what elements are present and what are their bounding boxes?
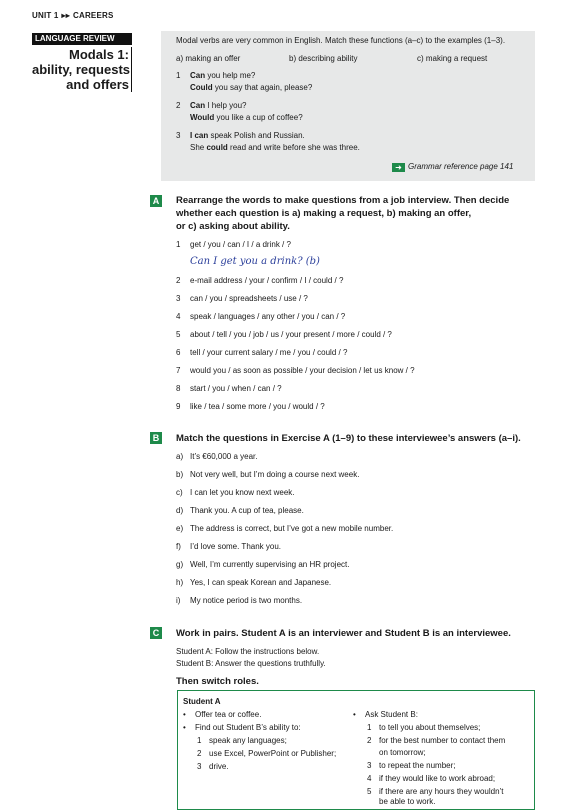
list-item: d) Thank you. A cup of tea, please. [176, 506, 304, 515]
section-c-heading: Work in pairs. Student A is an interviewer and Student B is an interviewee. [176, 628, 511, 639]
section-c-label: C [150, 627, 162, 639]
list-item: 1 speak any languages; [197, 736, 287, 745]
unit-label: UNIT 1 [32, 11, 59, 20]
example-line: She could read and write before she was three. [190, 143, 360, 152]
list-item: 8 start / you / when / can / ? [176, 384, 282, 393]
list-item: c) I can let you know next week. [176, 488, 295, 497]
example-line: I can speak Polish and Russian. [190, 131, 305, 140]
section-a-heading [176, 194, 509, 233]
list-item: 4 speak / languages / any other / you / can / ? [176, 312, 346, 321]
bullet-icon: • [353, 710, 356, 719]
list-item: 5 if there are any hours they wouldn’t [367, 787, 504, 796]
title-line: and offers [66, 77, 129, 92]
list-item: 7 would you / as soon as possible / your decision / let us know / ? [176, 366, 415, 375]
list-item: 9 like / tea / some more / you / would / ? [176, 402, 325, 411]
list-item: h) Yes, I can speak Korean and Japanese. [176, 578, 332, 587]
list-item: 2 use Excel, PowerPoint or Publisher; [197, 749, 337, 758]
handwritten-answer: Can I get you a drink? (b) [190, 256, 320, 267]
section-b-heading: Match the questions in Exercise A (1–9) to these interviewee’s answers (a–i). [176, 433, 521, 444]
example-number: 2 [176, 101, 181, 110]
instruction-student-b: Student B: Answer the questions truthfully. [176, 659, 326, 668]
heading-line: or c) asking about ability. [176, 221, 290, 232]
list-item: 3 to repeat the number; [367, 761, 456, 770]
list-item: g) Well, I’m currently supervising an HR project. [176, 560, 350, 569]
instruction-student-a: Student A: Follow the instructions below. [176, 647, 320, 656]
example-line: Can you help me? [190, 71, 256, 80]
function-c: c) making a request [417, 54, 488, 63]
sidebar-title [32, 47, 132, 92]
unit-header [32, 11, 114, 20]
example-line: Would you like a cup of coffee? [190, 113, 303, 122]
list-item: e) The address is correct, but I’ve got a new mobile number. [176, 524, 394, 533]
list-item-continuation: be able to work. [379, 797, 436, 806]
double-arrow-icon: ▸▸ [61, 11, 70, 20]
list-item: b) Not very well, but I’m doing a course next week. [176, 470, 360, 479]
list-item: i) My notice period is two months. [176, 596, 303, 605]
list-item: 1 to tell you about themselves; [367, 723, 481, 732]
example-number: 1 [176, 71, 181, 80]
example-line: Could you say that again, please? [190, 83, 313, 92]
switch-roles: Then switch roles. [176, 676, 259, 687]
section-b-label: B [150, 432, 162, 444]
example-number: 3 [176, 131, 181, 140]
function-b: b) describing ability [289, 54, 358, 63]
student-a-title: Student A [183, 697, 221, 706]
arrow-right-icon: ➜ [392, 163, 405, 172]
list-item: a) It’s €60,000 a year. [176, 452, 258, 461]
list-item: • Offer tea or coffee. [183, 710, 262, 719]
list-item: 6 tell / your current salary / me / you / could / ? [176, 348, 348, 357]
language-review-tag: LANGUAGE REVIEW [32, 33, 132, 45]
list-item: 4 if they would like to work abroad; [367, 774, 496, 783]
section-a-label: A [150, 195, 162, 207]
heading-line: Rearrange the words to make questions from a job interview. Then decide [176, 195, 510, 206]
list-item: 3 drive. [197, 762, 229, 771]
list-item: • Find out Student B’s ability to: [183, 723, 301, 732]
bullet-icon: • [183, 710, 186, 719]
list-item: • Ask Student B: [353, 710, 418, 719]
title-line: ability, requests [32, 62, 131, 77]
grammar-reference-text: Grammar reference page 141 [408, 162, 514, 171]
function-a: a) making an offer [176, 54, 241, 63]
grammar-reference-link[interactable] [392, 162, 513, 172]
example-line: Can I help you? [190, 101, 247, 110]
list-item: 2 for the best number to contact them [367, 736, 506, 745]
list-item: 5 about / tell / you / job / us / your present / more / could / ? [176, 330, 392, 339]
heading-line: whether each question is a) making a request, b) making an offer, [176, 208, 472, 219]
list-item: 3 can / you / spreadsheets / use / ? [176, 294, 308, 303]
bullet-icon: • [183, 723, 186, 732]
review-intro: Modal verbs are very common in English. Match these functions (a–c) to the examples (1–3). [176, 36, 506, 45]
list-item: 1 get / you / can / I / a drink / ? [176, 240, 291, 249]
list-item-continuation: on tomorrow; [379, 748, 426, 757]
section-label: CAREERS [72, 11, 114, 20]
title-line: Modals 1: [69, 47, 129, 62]
list-item: f) I’d love some. Thank you. [176, 542, 282, 551]
list-item: 2 e-mail address / your / confirm / I / could / ? [176, 276, 344, 285]
